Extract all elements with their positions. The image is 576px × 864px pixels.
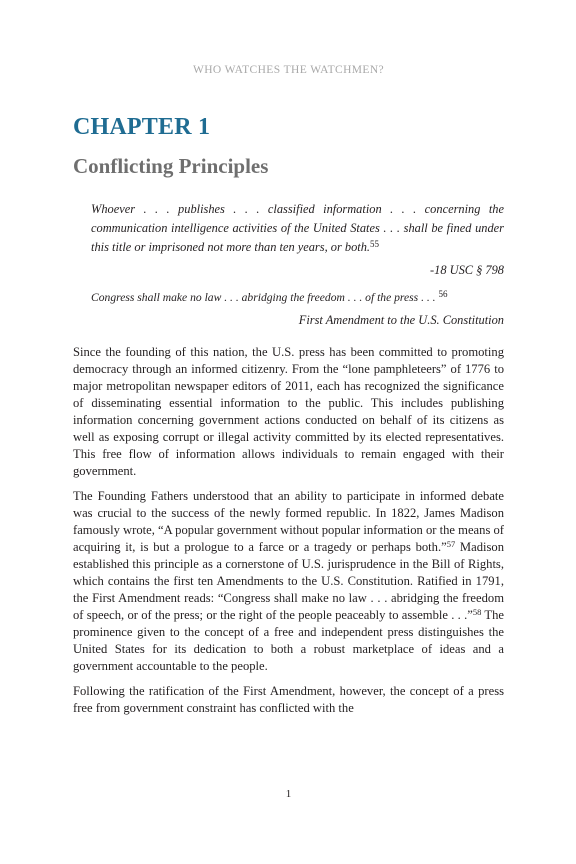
footnote-ref: 58: [472, 607, 482, 617]
footnote-ref: 57: [446, 539, 456, 549]
epigraph-text: Whoever . . . publishes . . . classified information . . . concerning the communication intelligence activities of the United States . . . shall be fined under this title or imprisoned not more than ten years, or both.: [91, 202, 504, 254]
paragraph-2: [73, 488, 504, 675]
epigraph-attribution: -18 USC § 798: [430, 263, 504, 277]
body-text: [73, 344, 504, 725]
epigraph-attribution: First Amendment to the U.S. Constitution: [298, 313, 504, 327]
document-page: [73, 0, 504, 864]
epigraph-1: [91, 200, 504, 280]
epigraph-text: Congress shall make no law . . . abridging the freedom . . . of the press . . .: [91, 291, 436, 304]
footnote-ref: 55: [370, 239, 380, 249]
chapter-label: CHAPTER 1: [73, 114, 211, 140]
epigraph-quote: [91, 288, 504, 307]
footnote-ref: 56: [438, 289, 448, 299]
epigraph-2: [91, 288, 504, 330]
paragraph-3: Following the ratification of the First Amendment, however, the concept of a press free from government constraint has conflicted with the: [73, 684, 504, 715]
paragraph-text: The Founding Fathers understood that an ability to participate in informed debate was crucial to the success of the newly formed republic. In 1822, James Madison famously wrote, “A popular government without popular information or the means of acquiring it, is but a prologue to a farce or a tragedy or perhaps both.”: [73, 489, 504, 554]
epigraph-quote: [91, 200, 504, 257]
paragraph-text: Madison established this principle as a cornerstone of U.S. jurisprudence in the Bill of Rights, which contains the first ten Amendments to the U.S. Constitution. Ratified in 1791, the First Amendment reads: “Congress shall make no law . . . abridging the freedom of speech, or of the press; or the right of the people peaceably to assemble . . .”: [73, 540, 504, 622]
paragraph-text: The prominence given to the concept of a free and independent press distinguishes the United States for its dedication to both a robust marketplace of ideas and a government accountable to the people.: [73, 608, 504, 673]
paragraph-1: Since the founding of this nation, the U.S. press has been committed to promoting democracy through an informed citizenry. From the “lone pamphleteers” of 1776 to major metropolitan newspaper editors of 2011, each has recognized the significance of disseminating essential information to the public. This includes publishing information concerning government actions conducted on behalf of its citizens as well as exposing corrupt or illegal activity committed by its elected representatives. This free flow of information allows individuals to remain engaged with their government.: [73, 345, 504, 478]
running-head: WHO WATCHES THE WATCHMEN?: [192, 64, 385, 76]
page-number: 1: [285, 788, 292, 800]
chapter-title: Conflicting Principles: [73, 154, 269, 178]
